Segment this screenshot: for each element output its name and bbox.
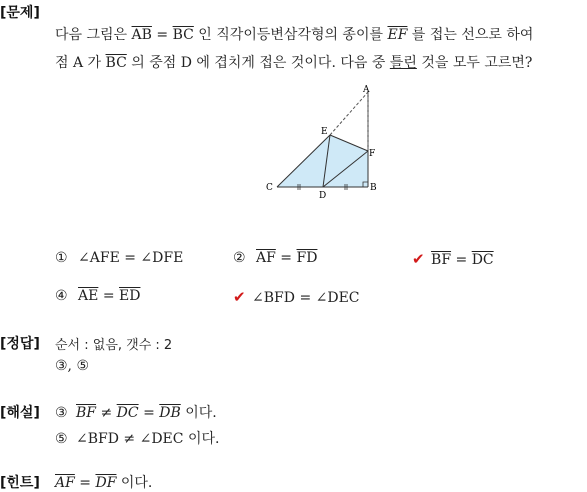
problem-line-1: [55, 24, 533, 44]
answer-label: [정답]: [0, 336, 40, 352]
equals-sign: =: [156, 27, 169, 43]
explanation-text: 이다.: [185, 405, 217, 421]
segment-fd: $\overline{FD}$: [296, 250, 318, 266]
choice-4: [55, 288, 140, 304]
segment-bf: $\overline{BF}$: [76, 405, 97, 421]
hint-text: 이다.: [120, 475, 153, 491]
choice-3: [412, 250, 494, 268]
segment-bf: $\overline{BF}$: [431, 252, 452, 268]
not-equal-sign: ≠: [100, 405, 113, 421]
segment-ae: $\overline{AE}$: [78, 288, 99, 304]
explanation-math: ∠BFD ≠ ∠DEC: [76, 431, 184, 447]
choice-5: [233, 288, 360, 306]
problem-text: 다음 그림은: [55, 27, 128, 43]
explanation-line-1: [55, 402, 217, 422]
answer-line-1: 순서 : 없음, 갯수 : 2: [55, 338, 173, 353]
segment-af: $\overline{AF}$: [256, 250, 276, 266]
equals-sign: =: [143, 405, 155, 421]
segment-ab: $\overline{AB}$: [131, 27, 152, 43]
problem-text: 를 접는 선으로 하여: [411, 27, 534, 43]
point-label-f: F: [369, 149, 376, 159]
segment-ed: $\overline{ED}$: [119, 288, 141, 304]
explanation-line-2: [55, 428, 219, 448]
point-label-a: A: [363, 85, 370, 95]
point-label-e: E: [321, 127, 328, 137]
point-label-d: D: [319, 191, 327, 201]
edge-ea-dashed: [330, 92, 368, 135]
choice-number: ①: [55, 250, 68, 266]
explanation-text: 이다.: [187, 431, 220, 447]
segment-dc: $\overline{DC}$: [116, 405, 139, 421]
underlined-word: 틀린: [389, 55, 417, 71]
problem-text: 것을 모두 고르면?: [421, 55, 533, 71]
problem-text: 의 중점 D 에 겹치게 접은 것이다. 다음 중: [131, 55, 386, 71]
choice-text: ∠BFD = ∠DEC: [252, 290, 360, 306]
hint-label: [힌트]: [0, 475, 40, 491]
segment-df: $\overline{DF}$: [95, 475, 117, 491]
point-label-b: B: [370, 183, 377, 193]
equals-sign: =: [102, 288, 115, 304]
choice-number: ⑤: [55, 431, 68, 447]
choice-1: [55, 250, 183, 266]
equals-sign: =: [455, 252, 468, 268]
problem-text: 점 A 가: [55, 55, 102, 71]
problem-text: 인 직각이등변삼각형의 종이를: [198, 27, 384, 43]
segment-db: $\overline{DB}$: [159, 405, 181, 421]
choice-text: ∠AFE = ∠DFE: [78, 250, 184, 266]
segment-ef: $\overline{EF}$: [387, 27, 408, 43]
explanation-label: [해설]: [0, 405, 40, 421]
triangle-figure: [260, 84, 390, 204]
equals-sign: =: [79, 475, 92, 491]
choice-2: [233, 250, 317, 266]
choice-number: ④: [55, 288, 68, 304]
check-icon: ✔: [233, 288, 246, 306]
choice-number: ③: [55, 405, 68, 421]
choice-number: ②: [233, 250, 246, 266]
segment-dc: $\overline{DC}$: [471, 252, 494, 268]
segment-bc: $\overline{BC}$: [172, 27, 194, 43]
check-icon: ✔: [412, 250, 425, 268]
problem-label: [문제]: [0, 5, 40, 21]
point-label-c: C: [266, 183, 273, 193]
answer-line-2: ③, ⑤: [55, 358, 90, 374]
segment-bc: $\overline{BC}$: [105, 55, 127, 71]
segment-af: $\overline{AF}$: [55, 475, 75, 491]
equals-sign: =: [280, 250, 293, 266]
hint-line: [55, 472, 152, 492]
problem-line-2: [55, 52, 532, 72]
